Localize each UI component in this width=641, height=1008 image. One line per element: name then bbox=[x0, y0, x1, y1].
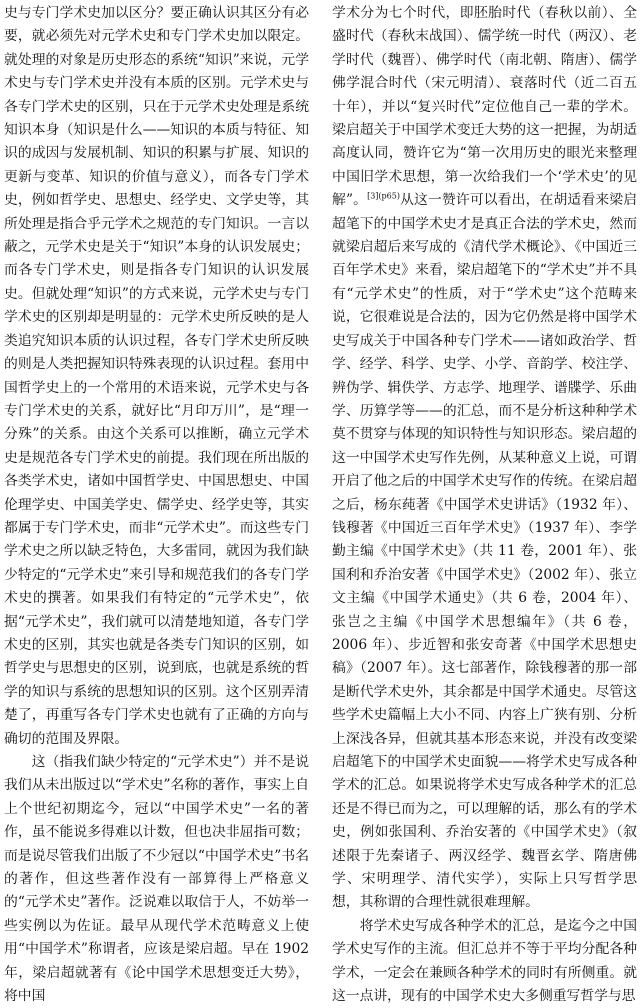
paragraph-text: 学术分为七个时代，即胚胎时代（春秋以前）、全盛时代（春秋末战国）、儒学统一时代（两汉）、老学时代（魏晋）、佛学时代（南北朝、隋唐）、儒学佛学混合时代（宋元明清）、衰落时代（近二百五十年），并以“复兴时代”定位他自己一辈的学术。梁启超关于中国学术变迁大势的这一把握，为胡适高度认同，赞许它为“第一次用历史的眼光来整理中国旧学术思想，第一次给我们一个‘学术史’的见解”。 bbox=[332, 5, 637, 209]
paragraph: 将学术史写成各种学术的汇总，是迄今之中国学术史写作的主流。但汇总并不等于平均分配各种学术，一定会在兼顾各种学术的同时有所侧重。就这一点讲，现有的中国学术史大多侧重写哲学与思 bbox=[332, 917, 637, 1005]
left-column bbox=[4, 2, 309, 1008]
paragraph-text: 从这一赞许可以看出，在胡适看来梁启超笔下的中国学术史才是真正合法的学术史，然而就梁启超后来写成的《清代学术概论》、《中国近三百年学术史》来看，梁启超笔下的“学术史”并不具有“元学术史”的性质，对于“学术史”这个范畴来说，它很难说是合法的，因为它仍然是将中国学术史写成关于中国各种专门学术——诸如政治学、哲学、经学、科学、史学、小学、音韵学、校注学、辨伪学、辑佚学、方志学、地理学、谱牒学、乐曲学、历算学等——的汇总，而不是分析这种种学术莫不贯穿与体现的知识特性与知识形态。梁启超的这一中国学术史写作先例，从某种意义上说，可谓开启了他之后的中国学术史写作的传统。在梁启超之后，杨东莼著《中国学术史讲话》（1932 年）、钱穆著《中国近三百年学术史》（1937 年）、李学勤主编《中国学术史》（共 11 卷，2001 年）、张国利和乔治安著《中国学术史》（2002 年）、张立文主编《中国学术通史》（共 6 卷，2004 年）、张岂之主编《中国学术思想编年》（共 6 卷，2006 年）、步近智和张安奇著《中国学术思想史稿》（2007 年）。这七部著作，除钱穆著的那一部是断代学术史外，其余都是中国学术通史。尽管这些学术史篇幅上大小不同、内容上广狭有别、分析上深浅各异，但就其基本形态来说，并没有改变梁启超笔下的中国学术史面貌——将学术史写成各种学术的汇总。如果说将学术史写成各种学术的汇总还是不得已而为之，可以理解的话，那么有的学术史，例如张国利、乔治安著的《中国学术史》（叙述限于先秦诸子、两汉经学、魏晋玄学、隋唐佛学、宋明理学、清代实学），实际上只写哲学思想，其称谓的合理性就很难理解。 bbox=[332, 192, 637, 911]
right-column bbox=[332, 2, 637, 1008]
citation-superscript: [3](p65) bbox=[367, 191, 400, 201]
paragraph: 史与专门学术史加以区分？要正确认识其区分有必要，就必须先对元学术史和专门学术史加以限定。就处理的对象是历史形态的系统“知识”来说，元学术史与专门学术史并没有本质的区别。元学术史与各专门学术史的区别，只在于元学术史处理是系统知识本身（知识是什么——知识的本质与特征、知识的成因与发展机制、知识的积累与扩展、知识的更新与变革、知识的价值与意义），而各专门学术史，例如哲学史、思想史、经学史、文学史等，其所处理是指合乎元学术之规范的专门知识。一言以蔽之，元学术史是关于“知识”本身的认识发展史；而各专门学术史，则是指各专门知识的认识发展史。但就处理“知识”的方式来说，元学术史与专门学术史的区别却是明显的：元学术史所反映的是人类追究知识本质的认识过程，各专门学术史所反映的则是人类把握知识特殊表现的认识过程。套用中国哲学史上的一个常用的术语来说，元学术史与各专门学术史的关系，就好比“月印万川”，是“理一分殊”的关系。由这个关系可以推断，确立元学术史是规范各专门学术史的前提。我们现在所出版的各类学术史，诸如中国哲学史、中国思想史、中国伦理学史、中国美学史、儒学史、经学史等，其实都属于专门学术史，而非“元学术史”。而这些专门学术史之所以缺乏特色，大多雷同，就因为我们缺少特定的“元学术史”来引导和规范我们的各专门学术史的撰著。如果我们有特定的“元学术史”，依据“元学术史”，我们就可以清楚地知道，各专门学术史的区别，其实也就是各类专门知识的区别，如哲学史与思想史的区别，说到底，也就是系统的哲学的知识与系统的思想知识的区别。这个区别弄清楚了，再重写各专门学术史也就有了正确的方向与确切的范围及界限。 bbox=[4, 5, 309, 747]
paragraph: 这（指我们缺少特定的“元学术史”）并不是说我们从未出版过以“学术史”名称的著作，事实上自上个世纪初期迄今，冠以“中国学术史”一名的著作，虽不能说多得难以计数，但也决非屈指可数；而是说尽管我们出版了不少冠以“中国学术史”书名的著作，但这些著作没有一部算得上严格意义的“元学术史”著作。泛说难以取信于人，不妨举一些实例以为佐证。最早从现代学术范畴意义上使用“中国学术”称谓者，应该是梁启超。早在 1902 年，梁启超就著有《论中国学术思想变迁大势》，将中国 bbox=[4, 754, 309, 1005]
paragraph bbox=[332, 2, 637, 915]
